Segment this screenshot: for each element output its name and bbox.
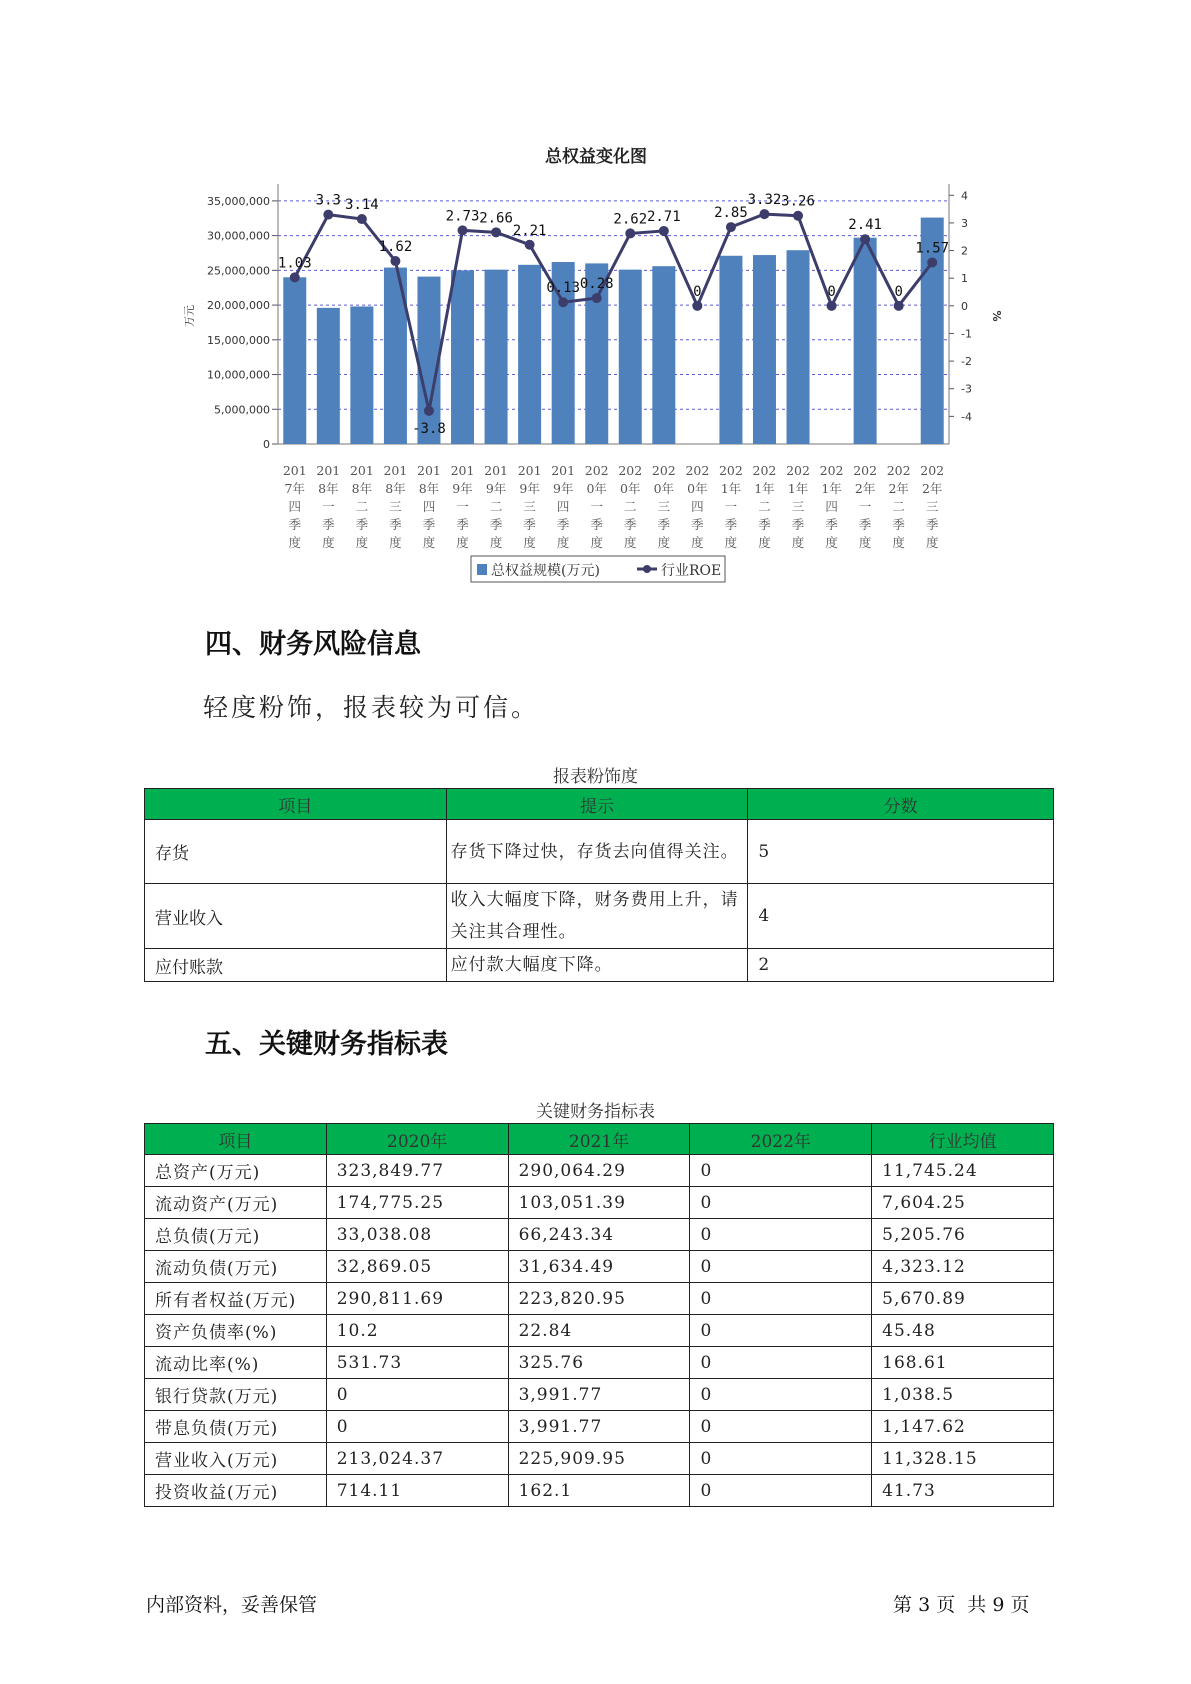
kfi-item: 所有者权益(万元)	[145, 1283, 327, 1315]
bar	[619, 270, 642, 444]
x-tick-label: 度	[724, 535, 738, 550]
risk-table	[144, 788, 1054, 982]
roe-point	[491, 227, 501, 237]
x-tick-label: 0年	[620, 481, 641, 496]
x-tick-label: 8年	[351, 481, 373, 496]
x-tick-label: 季	[355, 517, 369, 532]
roe-point	[525, 240, 535, 250]
x-tick-label: 201	[383, 463, 408, 478]
roe-data-label: 3.26	[781, 193, 815, 210]
x-tick-label: 1年	[821, 481, 842, 496]
y2-tick-label: 1	[961, 272, 968, 286]
kfi-2021: 103,051.39	[508, 1187, 690, 1219]
roe-point	[357, 214, 367, 224]
kfi-industry-avg: 11,328.15	[872, 1443, 1054, 1475]
y2-axis-title: %	[990, 310, 1003, 322]
x-tick-label: 季	[925, 517, 939, 532]
kfi-industry-avg: 45.48	[872, 1315, 1054, 1347]
y2-tick-label: 3	[961, 216, 968, 230]
roe-data-label: 1.62	[378, 239, 413, 256]
x-tick-label: 202	[886, 463, 911, 478]
x-tick-label: 二	[758, 499, 771, 514]
x-tick-label: 8年	[385, 481, 406, 496]
page-total: 9	[992, 1594, 1005, 1616]
x-tick-label: 度	[624, 535, 637, 550]
x-tick-label: 9年	[552, 481, 574, 496]
y2-tick-label: 0	[961, 299, 968, 313]
kfi-item: 带息负债(万元)	[145, 1411, 327, 1443]
kfi-item: 银行贷款(万元)	[145, 1379, 327, 1411]
bar	[451, 270, 474, 444]
x-tick-label: 三	[657, 499, 671, 514]
kfi-2020: 323,849.77	[326, 1155, 508, 1187]
x-tick-label: 一	[590, 499, 603, 514]
kfi-2020: 0	[326, 1379, 508, 1411]
x-tick-label: 201	[551, 463, 576, 478]
bar	[652, 266, 675, 444]
x-tick-label: 度	[858, 535, 872, 550]
table-row	[145, 1443, 1054, 1475]
risk-hint: 存货下降过快，存货去向值得关注。	[446, 820, 748, 884]
x-tick-label: 202	[584, 463, 609, 478]
y-tick-label: 20,000,000	[207, 299, 270, 313]
x-tick-label: 三	[791, 499, 805, 514]
section5-heading: 五、关键财务指标表	[205, 1029, 448, 1060]
roe-point	[592, 293, 602, 303]
bar	[753, 255, 776, 444]
x-tick-label: 季	[791, 517, 805, 532]
risk-score: 2	[748, 949, 1054, 982]
equity-chart	[0, 0, 1191, 600]
x-tick-label: 2年	[854, 481, 876, 496]
kfi-2020: 174,775.25	[326, 1187, 508, 1219]
x-tick-label: 202	[819, 463, 844, 478]
risk-item: 存货	[145, 820, 447, 884]
kfi-2021: 325.76	[508, 1347, 690, 1379]
roe-point	[290, 272, 300, 282]
kfi-2022: 0	[690, 1219, 872, 1251]
kfi-2021: 3,991.77	[508, 1411, 690, 1443]
equity-chart-svg	[0, 0, 1191, 600]
x-tick-label: 9年	[485, 481, 507, 496]
x-tick-label: 度	[523, 535, 536, 550]
footer-page-number	[893, 1590, 1030, 1617]
table-row	[145, 884, 1054, 949]
bar	[350, 306, 373, 444]
x-tick-label: 季	[691, 517, 704, 532]
x-tick-label: 四	[422, 499, 436, 514]
roe-data-label: 0	[894, 283, 903, 300]
page-prefix: 第	[893, 1594, 913, 1616]
kfi-industry-avg: 168.61	[872, 1347, 1054, 1379]
kfi-2020: 714.11	[326, 1475, 508, 1507]
roe-data-label: 2.71	[646, 208, 681, 225]
bar	[283, 277, 306, 444]
y2-tick-label: -3	[961, 382, 972, 396]
x-tick-label: 201	[517, 463, 542, 478]
x-tick-label: 一	[322, 499, 335, 514]
roe-data-label: 0.13	[546, 280, 581, 297]
kfi-2022: 0	[690, 1187, 872, 1219]
roe-point	[759, 209, 769, 219]
legend-line-marker	[643, 565, 651, 573]
x-tick-label: 9年	[519, 481, 540, 496]
page-current: 3	[918, 1594, 931, 1616]
risk-item: 营业收入	[145, 884, 447, 949]
kfi-header-item: 项目	[145, 1124, 327, 1155]
bar	[787, 250, 810, 444]
y2-tick-label: 4	[961, 189, 968, 203]
kfi-item: 投资收益(万元)	[145, 1475, 327, 1507]
kfi-2020: 531.73	[326, 1347, 508, 1379]
x-tick-label: 季	[590, 517, 603, 532]
x-tick-label: 度	[556, 535, 570, 550]
risk-score: 4	[748, 884, 1054, 949]
roe-point	[726, 222, 736, 232]
kfi-2021: 31,634.49	[508, 1251, 690, 1283]
kfi-2021: 223,820.95	[508, 1283, 690, 1315]
risk-score: 5	[748, 820, 1054, 884]
bar	[854, 238, 877, 444]
x-tick-label: 度	[355, 535, 369, 550]
roe-point	[793, 211, 803, 221]
kfi-header-2022: 2022年	[690, 1124, 872, 1155]
roe-data-label: 1.57	[915, 240, 950, 257]
kfi-industry-avg: 4,323.12	[872, 1251, 1054, 1283]
kfi-2021: 290,064.29	[508, 1155, 690, 1187]
x-tick-label: 一	[858, 499, 872, 514]
roe-data-label: 3.3	[315, 192, 341, 209]
kfi-header-2020: 2020年	[326, 1124, 508, 1155]
x-tick-label: 度	[925, 535, 939, 550]
x-tick-label: 0年	[586, 481, 607, 496]
bar	[317, 308, 340, 444]
kfi-item: 流动负债(万元)	[145, 1251, 327, 1283]
x-tick-label: 8年	[318, 481, 339, 496]
kfi-2020: 0	[326, 1411, 508, 1443]
roe-data-label: 2.62	[613, 211, 648, 228]
kfi-table-body	[145, 1155, 1054, 1507]
kfi-2022: 0	[690, 1475, 872, 1507]
table-row	[145, 1283, 1054, 1315]
kfi-2021: 225,909.95	[508, 1443, 690, 1475]
x-tick-label: 1年	[720, 481, 742, 496]
y2-tick-label: 2	[961, 244, 968, 258]
roe-point	[558, 297, 568, 307]
roe-data-label: 0.28	[579, 276, 614, 293]
roe-point	[625, 228, 635, 238]
x-tick-label: 202	[853, 463, 878, 478]
x-tick-label: 201	[450, 463, 475, 478]
key-financial-table	[144, 1123, 1054, 1507]
x-tick-label: 四	[288, 499, 302, 514]
y-tick-label: 15,000,000	[207, 333, 270, 347]
risk-header-score: 分数	[748, 789, 1054, 820]
kfi-2022: 0	[690, 1379, 872, 1411]
table-row	[145, 1411, 1054, 1443]
risk-table-caption: 报表粉饰度	[553, 767, 638, 787]
x-tick-label: 三	[523, 499, 536, 514]
kfi-item: 总负债(万元)	[145, 1219, 327, 1251]
x-tick-label: 202	[718, 463, 743, 478]
page-mid: 页 共	[936, 1594, 987, 1616]
x-tick-label: 0年	[687, 481, 708, 496]
kfi-2022: 0	[690, 1155, 872, 1187]
x-tick-label: 201	[484, 463, 509, 478]
table-row	[145, 1315, 1054, 1347]
roe-data-label: 2.21	[512, 222, 547, 239]
kfi-industry-avg: 5,670.89	[872, 1283, 1054, 1315]
roe-data-label: 2.66	[479, 210, 513, 227]
x-tick-label: 一	[724, 499, 738, 514]
x-tick-label: 9年	[452, 481, 473, 496]
x-tick-label: 季	[892, 517, 905, 532]
roe-data-label: 3.14	[345, 197, 379, 214]
x-tick-label: 201	[417, 463, 441, 478]
kfi-2022: 0	[690, 1411, 872, 1443]
x-tick-label: 一	[456, 499, 469, 514]
risk-header-item: 项目	[145, 789, 447, 820]
y-tick-label: 30,000,000	[207, 229, 270, 243]
x-tick-label: 7年	[284, 481, 306, 496]
y2-tick-label: -4	[961, 410, 972, 424]
risk-item: 应付账款	[145, 949, 447, 982]
risk-hint: 应付款大幅度下降。	[446, 949, 748, 982]
x-tick-label: 季	[389, 517, 402, 532]
kfi-2021: 66,243.34	[508, 1219, 690, 1251]
x-tick-label: 季	[825, 517, 838, 532]
x-tick-label: 202	[786, 463, 810, 478]
x-tick-label: 四	[691, 499, 704, 514]
x-tick-label: 季	[422, 517, 436, 532]
x-tick-label: 度	[791, 535, 805, 550]
table-row	[145, 1379, 1054, 1411]
kfi-2020: 33,038.08	[326, 1219, 508, 1251]
roe-data-label: 3.32	[747, 192, 782, 209]
table-row	[145, 1155, 1054, 1187]
x-tick-label: 202	[920, 463, 945, 478]
kfi-table-header	[145, 1124, 1054, 1155]
x-tick-label: 三	[925, 499, 939, 514]
x-tick-label: 2年	[888, 481, 909, 496]
kfi-table-caption: 关键财务指标表	[536, 1102, 655, 1122]
x-tick-label: 季	[288, 517, 302, 532]
chart-title: 总权益变化图	[545, 147, 647, 167]
x-tick-label: 季	[489, 517, 503, 532]
x-tick-label: 度	[456, 535, 469, 550]
x-tick-label: 季	[624, 517, 637, 532]
roe-point	[659, 226, 669, 236]
kfi-industry-avg: 7,604.25	[872, 1187, 1054, 1219]
x-tick-label: 季	[556, 517, 570, 532]
x-tick-label: 四	[556, 499, 570, 514]
roe-point	[927, 257, 937, 267]
risk-hint: 收入大幅度下降，财务费用上升，请关注其合理性。	[446, 884, 748, 949]
bar	[518, 265, 541, 444]
legend-bar-swatch	[477, 564, 487, 575]
x-tick-label: 二	[489, 499, 503, 514]
table-row	[145, 820, 1054, 884]
roe-point	[390, 256, 400, 266]
kfi-industry-avg: 1,147.62	[872, 1411, 1054, 1443]
legend-bar-label: 总权益规模(万元)	[491, 563, 600, 579]
x-tick-label: 202	[651, 463, 676, 478]
section4-paragraph: 轻度粉饰，报表较为可信。	[203, 693, 540, 722]
y-tick-label: 5,000,000	[214, 403, 270, 417]
kfi-industry-avg: 41.73	[872, 1475, 1054, 1507]
x-tick-label: 8年	[418, 481, 440, 496]
roe-point	[323, 210, 333, 220]
x-tick-label: 季	[657, 517, 671, 532]
kfi-2021: 22.84	[508, 1315, 690, 1347]
risk-header-hint: 提示	[446, 789, 748, 820]
table-row	[145, 1187, 1054, 1219]
kfi-2022: 0	[690, 1283, 872, 1315]
x-tick-label: 度	[892, 535, 905, 550]
kfi-item: 资产负债率(%)	[145, 1315, 327, 1347]
roe-point	[860, 234, 870, 244]
kfi-2022: 0	[690, 1315, 872, 1347]
x-tick-label: 二	[624, 499, 637, 514]
x-tick-label: 1年	[787, 481, 809, 496]
y2-tick-label: -2	[961, 355, 972, 369]
kfi-2021: 3,991.77	[508, 1379, 690, 1411]
roe-point	[458, 225, 468, 235]
kfi-industry-avg: 1,038.5	[872, 1379, 1054, 1411]
kfi-item: 营业收入(万元)	[145, 1443, 327, 1475]
kfi-2022: 0	[690, 1347, 872, 1379]
roe-data-label: 2.73	[445, 208, 480, 225]
x-tick-label: 季	[758, 517, 771, 532]
x-tick-label: 202	[618, 463, 643, 478]
page-suffix: 页	[1010, 1594, 1030, 1616]
x-tick-label: 1年	[754, 481, 775, 496]
x-tick-label: 度	[288, 535, 302, 550]
x-tick-label: 季	[456, 517, 469, 532]
kfi-industry-avg: 11,745.24	[872, 1155, 1054, 1187]
kfi-2020: 290,811.69	[326, 1283, 508, 1315]
risk-table-header	[145, 789, 1054, 820]
roe-data-label: 2.85	[714, 205, 748, 222]
y-tick-label: 0	[263, 438, 270, 451]
x-tick-label: 季	[858, 517, 872, 532]
x-tick-label: 度	[389, 535, 402, 550]
roe-data-label: 2.41	[848, 217, 882, 234]
x-tick-label: 三	[389, 499, 402, 514]
x-tick-label: 二	[892, 499, 905, 514]
y-axis-title: 万元	[183, 305, 196, 327]
x-tick-label: 季	[523, 517, 536, 532]
kfi-item: 流动资产(万元)	[145, 1187, 327, 1219]
kfi-2021: 162.1	[508, 1475, 690, 1507]
y-tick-label: 10,000,000	[207, 368, 270, 382]
kfi-2022: 0	[690, 1443, 872, 1475]
roe-point	[692, 301, 702, 311]
y2-tick-label: -1	[961, 327, 972, 341]
footer-confidential: 内部资料，妥善保管	[146, 1594, 318, 1616]
roe-data-label: 1.03	[277, 255, 312, 272]
bar	[719, 256, 742, 444]
x-tick-label: 度	[691, 535, 704, 550]
roe-data-label: -3.8	[412, 420, 446, 437]
x-tick-label: 度	[758, 535, 771, 550]
kfi-2022: 0	[690, 1251, 872, 1283]
kfi-industry-avg: 5,205.76	[872, 1219, 1054, 1251]
section4-heading: 四、财务风险信息	[205, 629, 421, 660]
x-tick-label: 202	[685, 463, 710, 478]
y-tick-label: 25,000,000	[207, 264, 270, 278]
table-row	[145, 949, 1054, 982]
x-tick-label: 四	[825, 499, 838, 514]
legend-line-label: 行业ROE	[661, 563, 722, 579]
x-tick-label: 季	[724, 517, 738, 532]
x-tick-label: 202	[752, 463, 777, 478]
x-tick-label: 二	[355, 499, 369, 514]
x-tick-label: 季	[322, 517, 335, 532]
x-tick-label: 度	[657, 535, 671, 550]
x-tick-label: 0年	[653, 481, 675, 496]
roe-data-label: 0	[693, 283, 702, 300]
bar	[485, 270, 508, 444]
kfi-2020: 10.2	[326, 1315, 508, 1347]
x-tick-label: 201	[316, 463, 341, 478]
roe-point	[894, 301, 904, 311]
kfi-2020: 32,869.05	[326, 1251, 508, 1283]
table-row	[145, 1475, 1054, 1507]
kfi-item: 流动比率(%)	[145, 1347, 327, 1379]
x-tick-label: 度	[489, 535, 503, 550]
table-row	[145, 1219, 1054, 1251]
x-tick-label: 2年	[921, 481, 943, 496]
table-row	[145, 1347, 1054, 1379]
roe-data-label: 0	[827, 283, 836, 300]
roe-point	[424, 406, 434, 416]
x-tick-label: 201	[349, 463, 374, 478]
x-tick-label: 度	[590, 535, 603, 550]
kfi-header-2021: 2021年	[508, 1124, 690, 1155]
x-tick-label: 度	[422, 535, 436, 550]
kfi-2020: 213,024.37	[326, 1443, 508, 1475]
x-tick-label: 度	[825, 535, 838, 550]
x-tick-label: 201	[282, 463, 307, 478]
roe-point	[827, 301, 837, 311]
table-row	[145, 1251, 1054, 1283]
y-tick-label: 35,000,000	[207, 194, 270, 208]
kfi-item: 总资产(万元)	[145, 1155, 327, 1187]
kfi-header-industry-avg: 行业均值	[872, 1124, 1054, 1155]
x-tick-label: 度	[322, 535, 335, 550]
